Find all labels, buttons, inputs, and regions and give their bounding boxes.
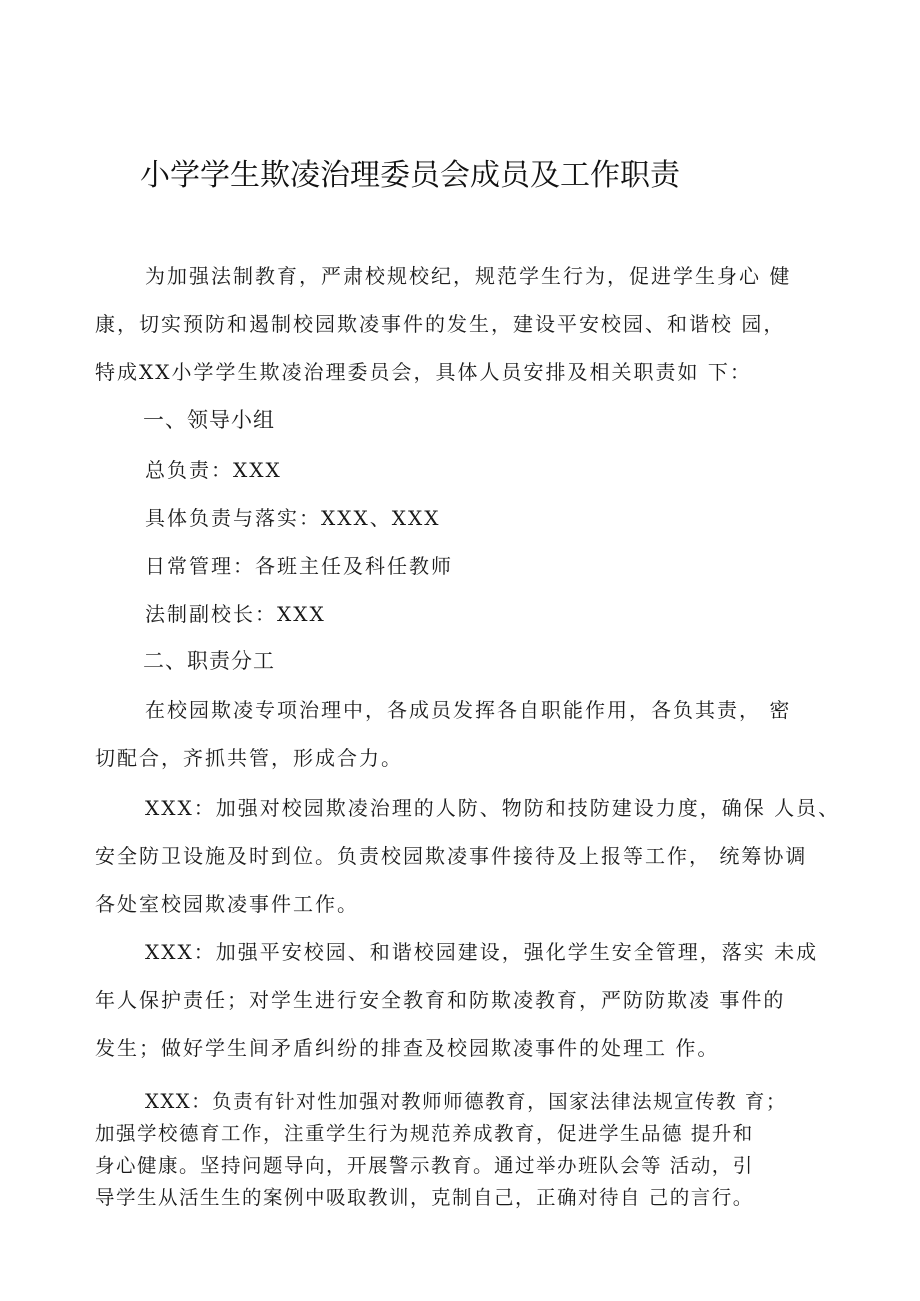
duty-c-line-4: 导学生从活生生的案例中吸取教训，克制自己，正确对待自 己的言行。 xyxy=(95,1186,754,1209)
section-heading-duties: 二、职责分工 xyxy=(143,649,275,673)
duty-b-line-3: 发生；做好学生间矛盾纠纷的排查及校园欺凌事件的处理工 作。 xyxy=(95,1036,720,1060)
duty-b-line-1: XXX：加强平安校园、和谐校园建设，强化学生安全管理，落实 未成 xyxy=(145,940,819,964)
leader-item-legal: 法制副校长：XXX xyxy=(145,602,326,626)
duty-b-line-2: 年人保护责任；对学生进行安全教育和防欺凌教育，严防防欺凌 事件的 xyxy=(95,988,786,1012)
duty-c-line-1: XXX：负责有针对性加强对教师师德教育，国家法律法规宣传教 育； xyxy=(145,1090,787,1113)
duty-a-line-3: 各处室校园欺凌事件工作。 xyxy=(95,892,359,916)
duty-c-line-2: 加强学校德育工作，注重学生行为规范养成教育，促进学生品德 提升和 xyxy=(95,1122,754,1145)
leader-item-daily: 日常管理：各班主任及科任教师 xyxy=(145,554,453,578)
duty-intro-line-1: 在校园欺凌专项治理中，各成员发挥各自职能作用，各负其责， 密 xyxy=(145,698,792,722)
intro-line-2: 康，切实预防和遏制校园欺凌事件的发生，建设平安校园、和谐校 园， xyxy=(95,312,786,336)
leader-item-implementation: 具体负责与落实：XXX、XXX xyxy=(145,506,441,530)
section-heading-leadership: 一、领导小组 xyxy=(143,408,275,432)
duty-a-line-1: XXX：加强对校园欺凌治理的人防、物防和技防建设力度，确保 人员、 xyxy=(145,796,841,820)
duty-intro-line-2: 切配合，齐抓共管，形成合力。 xyxy=(95,746,403,770)
duty-c-line-3: 身心健康。坚持问题导向，开展警示教育。通过举办班队会等 活动，引 xyxy=(95,1154,754,1177)
intro-line-1: 为加强法制教育，严肃校规校纪，规范学生行为，促进学生身心 健 xyxy=(145,264,792,288)
leader-item-chief: 总负责：XXX xyxy=(145,458,282,482)
document-title: 小学学生欺凌治理委员会成员及工作职责 xyxy=(140,158,680,193)
intro-line-3: 特成XX小学学生欺凌治理委员会，具体人员安排及相关职责如 下： xyxy=(95,360,752,384)
duty-a-line-2: 安全防卫设施及时到位。负责校园欺凌事件接待及上报等工作， 统筹协调 xyxy=(95,844,808,868)
